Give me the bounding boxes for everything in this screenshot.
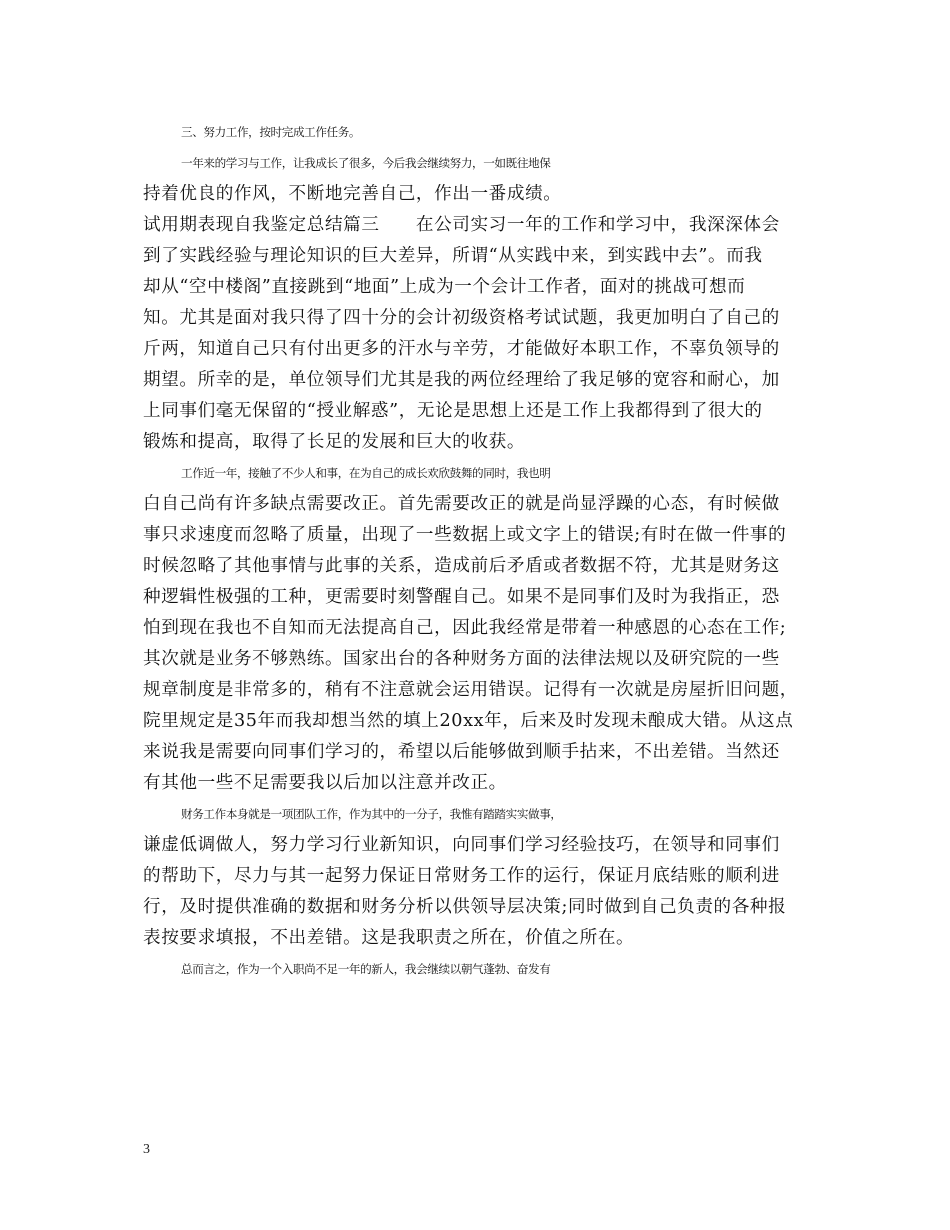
text-line: 行，及时提供准确的数据和财务分析以供领导层决策;同时做到自己负责的各种报 bbox=[143, 897, 787, 917]
text-line: 事只求速度而忽略了质量，出现了一些数据上或文字上的错误;有时在做一件事的 bbox=[143, 525, 787, 545]
text-line: 锻炼和提高，取得了长足的发展和巨大的收获。 bbox=[143, 432, 526, 452]
document-body bbox=[143, 117, 808, 985]
text-line: 种逻辑性极强的工种，更需要时刻警醒自己。如果不是同事们及时为我指正，恐 bbox=[143, 587, 780, 607]
text-line: 规章制度是非常多的，稍有不注意就会运用错误。记得有一次就是房屋折旧问题， bbox=[143, 680, 798, 700]
text-line: 斤两，知道自己只有付出更多的汗水与辛劳，才能做好本职工作，不辜负领导的 bbox=[143, 339, 780, 359]
text-line: 工作近一年，接触了不少人和事，在为自己的成长欢欣鼓舞的同时，我也明 bbox=[181, 466, 551, 480]
text-line: 却从“空中楼阁”直接跳到“地面”上成为一个会计工作者，面对的挑战可想而 bbox=[143, 277, 746, 297]
text-line: 院里规定是35年而我却想当然的填上20xx年，后来及时发现未酿成大错。从这点 bbox=[143, 711, 794, 731]
text-line: 到了实践经验与理论知识的巨大差异，所谓“从实践中来，到实践中去”。而我 bbox=[143, 246, 763, 266]
text-line: 持着优良的作风，不断地完善自己，作出一番成绩。 bbox=[143, 184, 562, 204]
text-line: 白自己尚有许多缺点需要改正。首先需要改正的就是尚显浮躁的心态，有时候做 bbox=[143, 494, 780, 514]
text-line: 有其他一些不足需要我以后加以注意并改正。 bbox=[143, 773, 507, 793]
text-line: 知。尤其是面对我只得了四十分的会计初级资格考试试题，我更加明白了自己的 bbox=[143, 308, 780, 328]
page-number: 3 bbox=[143, 1142, 150, 1157]
text-line: 怕到现在我也不自知而无法提高自己，因此我经常是带着一种感恩的心态在工作; bbox=[143, 618, 787, 638]
text-line: 时候忽略了其他事情与此事的关系，造成前后矛盾或者数据不符，尤其是财务这 bbox=[143, 556, 780, 576]
text-line: 来说我是需要向同事们学习的，希望以后能够做到顺手拈来，不出差错。当然还 bbox=[143, 742, 780, 762]
text-line: 上同事们毫无保留的“授业解惑”，无论是思想上还是工作上我都得到了很大的 bbox=[143, 401, 763, 421]
text-line: 期望。所幸的是，单位领导们尤其是我的两位经理给了我足够的宽容和耐心，加 bbox=[143, 370, 780, 390]
text-line: 其次就是业务不够熟练。国家出台的各种财务方面的法律法规以及研究院的一些 bbox=[143, 649, 780, 669]
text-line: 总而言之，作为一个入职尚不足一年的新人，我会继续以朝气蓬勃、奋发有 bbox=[181, 962, 551, 976]
text-line: 一年来的学习与工作，让我成长了很多，今后我会继续努力，一如既往地保 bbox=[181, 156, 551, 170]
text-line: 财务工作本身就是一项团队工作，作为其中的一分子，我惟有踏踏实实做事， bbox=[181, 807, 562, 821]
text-line: 的帮助下，尽力与其一起努力保证日常财务工作的运行，保证月底结账的顺利进 bbox=[143, 866, 780, 886]
text-line: 三、努力工作，按时完成工作任务。 bbox=[181, 125, 361, 139]
text-line: 试用期表现自我鉴定总结篇三 在公司实习一年的工作和学习中，我深深体会 bbox=[143, 215, 780, 235]
text-line: 表按要求填报，不出差错。这是我职责之所在，价值之所在。 bbox=[143, 928, 635, 948]
text-line: 谦虚低调做人，努力学习行业新知识，向同事们学习经验技巧，在领导和同事们 bbox=[143, 835, 780, 855]
